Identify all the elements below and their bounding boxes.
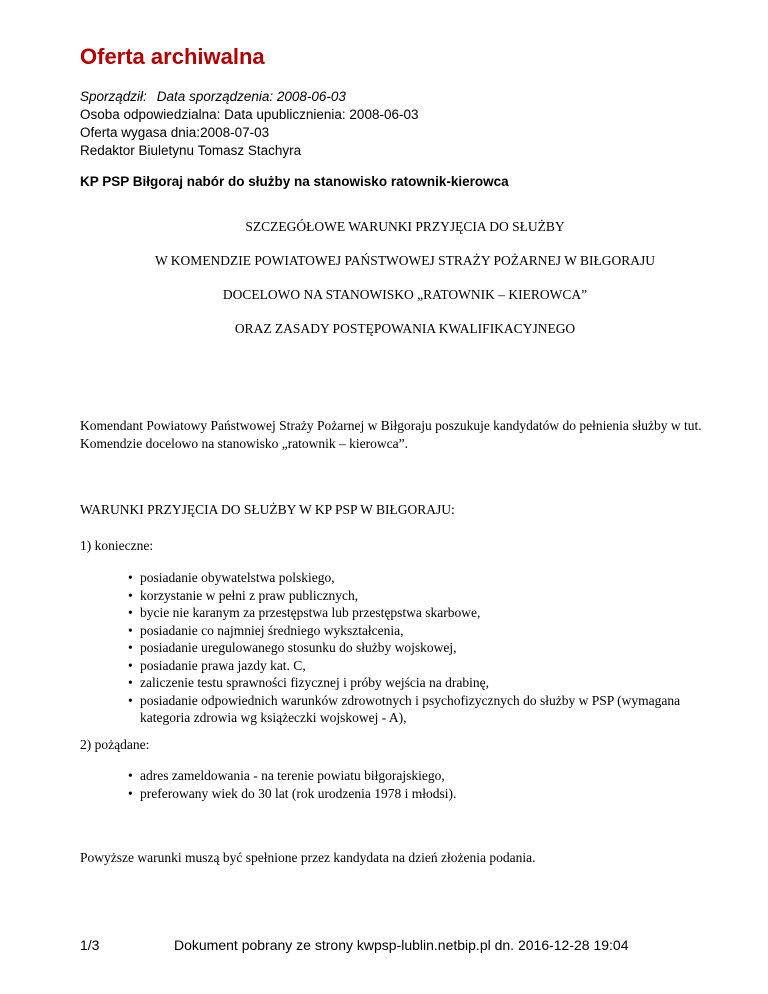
bullet-icon: • xyxy=(128,675,133,690)
prepared-by: Sporządził: xyxy=(80,89,147,104)
bullet-icon: • xyxy=(128,605,133,620)
offer-expiry: Oferta wygasa dnia:2008-07-03 xyxy=(80,125,270,140)
conditions-heading: WARUNKI PRZYJĘCIA DO SŁUŻBY W KP PSP W BIŁGORAJU: xyxy=(80,502,455,517)
bulletin-editor: Redaktor Biuletynu Tomasz Stachyra xyxy=(80,143,302,158)
desired-label: 2) pożądane: xyxy=(80,737,150,752)
heading-line-4: ORAZ ZASADY POSTĘPOWANIA KWALIFIKACYJNEGO xyxy=(234,321,576,336)
prepared-line xyxy=(80,88,418,106)
bullet-icon: • xyxy=(128,768,133,783)
heading-line-2: W KOMENDZIE POWIATOWEJ PAŃSTWOWEJ STRAŻY POŻARNEJ W BIŁGORAJU xyxy=(154,253,656,268)
list-item: • korzystanie w pełni z praw publicznych, xyxy=(128,587,359,603)
document-meta xyxy=(80,88,418,160)
list-item: • posiadanie odpowiednich warunków zdrowotnych i psychofizycznych do służby w PSP (wymagana kategoria zdrowia wg książeczki wojskowej - A), xyxy=(128,692,681,725)
list-item: • posiadanie prawa jazdy kat. C, xyxy=(128,657,306,673)
list-item: • adres zameldowania - na terenie powiatu biłgorajskiego, xyxy=(128,768,445,783)
list-item: • zaliczenie testu sprawności fizycznej i próby wejścia na drabinę, xyxy=(128,675,489,690)
list-item: • preferowany wiek do 30 lat (rok urodzenia 1978 i młodsi). xyxy=(128,785,457,801)
bullet-icon: • xyxy=(128,622,133,638)
required-list xyxy=(128,569,728,727)
bullet-icon: • xyxy=(128,785,133,801)
page-title: Oferta archiwalna xyxy=(80,44,265,69)
heading-line-3: DOCELOWO NA STANOWISKO „RATOWNIK – KIEROWCA” xyxy=(222,287,588,302)
bullet-icon: • xyxy=(128,570,133,585)
prepared-date: Data sporządzenia: 2008-06-03 xyxy=(156,89,346,104)
list-item: • posiadanie obywatelstwa polskiego, xyxy=(128,570,335,585)
desired-list xyxy=(128,767,728,802)
download-source: Dokument pobrany ze strony kwpsp-lublin.netbip.pl dn. 2016-12-28 19:04 xyxy=(174,937,629,953)
bullet-icon: • xyxy=(128,657,133,673)
list-item: • bycie nie karanym za przestępstwa lub przestępstwa skarbowe, xyxy=(128,605,481,620)
closing-paragraph: Powyższe warunki muszą być spełnione przez kandydata na dzień złożenia podania. xyxy=(80,850,536,865)
list-item: • posiadanie co najmniej średniego wykształcenia, xyxy=(128,622,404,638)
offer-subject: KP PSP Biłgoraj nabór do służby na stanowisko ratownik-kierowca xyxy=(80,174,509,189)
responsible-person: Osoba odpowiedzialna: Data upublicznienia: 2008-06-03 xyxy=(80,107,419,122)
bullet-icon: • xyxy=(128,587,133,603)
required-label: 1) konieczne: xyxy=(80,538,154,553)
heading-line-1: SZCZEGÓŁOWE WARUNKI PRZYJĘCIA DO SŁUŻBY xyxy=(245,219,565,234)
bullet-icon: • xyxy=(128,640,133,655)
bullet-icon: • xyxy=(128,692,133,708)
list-item: • posiadanie uregulowanego stosunku do służby wojskowej, xyxy=(128,640,457,655)
page-number: 1/3 xyxy=(80,937,100,953)
intro-paragraph: Komendant Powiatowy Państwowej Straży Pożarnej w Biłgoraju poszukuje kandydatów do pełnienia służby w tut. Komendzie docelowo na stanowisko „ratownik – kierowca”. xyxy=(80,418,702,451)
